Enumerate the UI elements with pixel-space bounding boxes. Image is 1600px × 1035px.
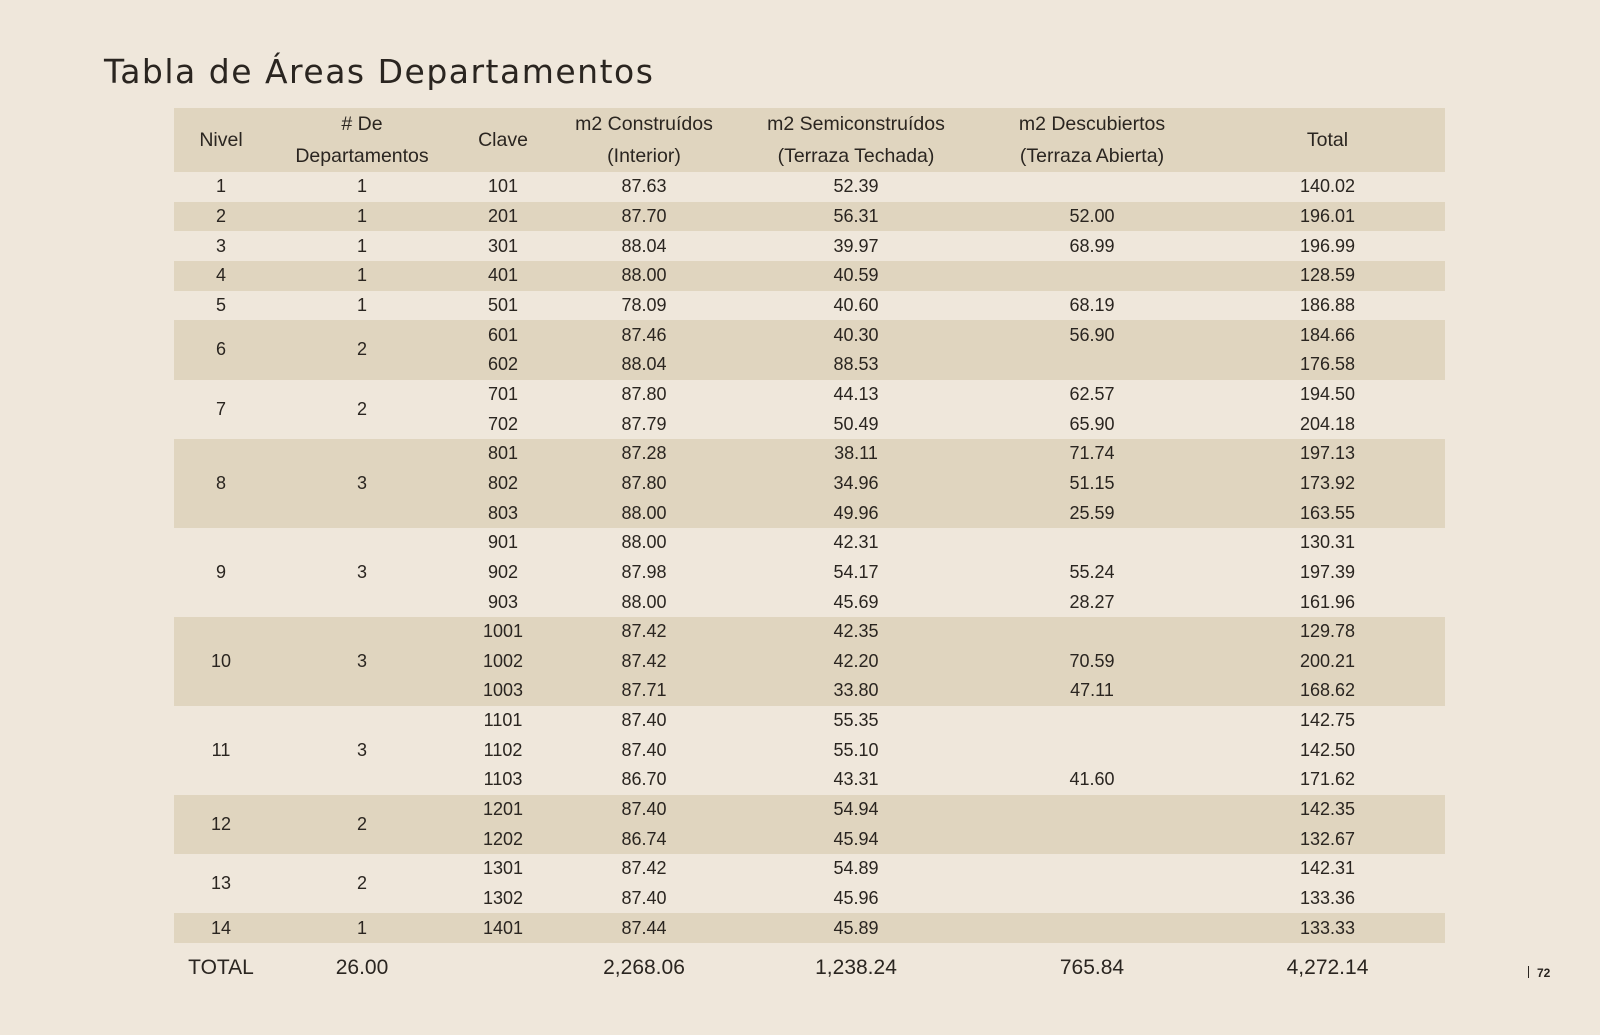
table-row [174, 913, 1445, 943]
table-row [174, 320, 1445, 350]
m2-construidos-cell: 87.44 [550, 913, 738, 943]
m2-semiconstruidos-cell: 54.17 [833, 561, 879, 582]
total-cell: 196.99 [1299, 235, 1356, 256]
m2-semiconstruidos-cell: 42.20 [738, 647, 974, 677]
m2-semiconstruidos-cell: 45.94 [738, 824, 974, 854]
clave-cell: 301 [487, 235, 519, 256]
table-row [174, 617, 1445, 647]
total-cell: 140.02 [1299, 176, 1356, 197]
m2-construidos-cell: 87.63 [621, 176, 667, 197]
clave-cell: 801 [456, 439, 550, 469]
m2-descubiertos-cell: 51.15 [974, 469, 1210, 499]
m2-descubiertos-cell [974, 735, 1210, 765]
m2-descubiertos-cell: 55.24 [1069, 561, 1115, 582]
clave-cell: 1301 [482, 858, 524, 879]
total-total-cell: 4,272.14 [1286, 956, 1369, 980]
departamentos-cell: 1 [268, 202, 456, 232]
column-header-departamentos [268, 108, 456, 172]
m2-semiconstruidos-cell: 54.94 [738, 795, 974, 825]
nivel-cell: 11 [211, 739, 231, 760]
m2-construidos-cell: 87.71 [550, 676, 738, 706]
total-cell: 142.75 [1299, 710, 1356, 731]
nivel-cell: 7 [215, 398, 226, 419]
m2-semiconstruidos-cell: 33.80 [738, 676, 974, 706]
m2-semiconstruidos-cell: 40.60 [833, 294, 879, 315]
m2-descubiertos-cell [974, 824, 1210, 854]
m2-semiconstruidos-cell: 45.89 [738, 913, 974, 943]
page-title: Tabla de Áreas Departamentos [104, 52, 655, 91]
nivel-cell: 9 [215, 561, 226, 582]
m2-semiconstruidos-cell: 38.11 [738, 439, 974, 469]
m2-descubiertos-cell: 41.60 [1069, 769, 1115, 790]
nivel-cell: 2 [174, 202, 268, 232]
m2-descubiertos-cell: 28.27 [1069, 591, 1115, 612]
column-header-m2-construidos [550, 108, 738, 172]
total-cell: 142.50 [1299, 739, 1356, 760]
column-header-line: m2 Construídos [575, 113, 713, 135]
m2-descubiertos-cell: 56.90 [974, 320, 1210, 350]
column-header-line: Nivel [199, 129, 243, 151]
clave-cell: 201 [456, 202, 550, 232]
clave-cell: 1003 [456, 676, 550, 706]
departamentos-cell: 1 [268, 261, 456, 291]
m2-semiconstruidos-cell: 52.39 [833, 176, 879, 197]
total-cell: 130.31 [1299, 532, 1356, 553]
m2-descubiertos-cell: 68.99 [1069, 235, 1115, 256]
m2-descubiertos-cell [974, 350, 1210, 380]
column-header-m2-descubiertos [974, 108, 1210, 172]
total-cell: 196.01 [1210, 202, 1445, 232]
m2-construidos-cell: 87.40 [621, 888, 667, 909]
total-cell: 163.55 [1210, 498, 1445, 528]
total-cell: 128.59 [1210, 261, 1445, 291]
departamentos-cell: 1 [356, 176, 367, 197]
page-number [1528, 966, 1550, 980]
clave-cell: 803 [456, 498, 550, 528]
m2-construidos-cell: 87.42 [621, 858, 667, 879]
m2-construidos-cell: 87.42 [550, 617, 738, 647]
column-header-line: Total [1306, 129, 1349, 151]
m2-descubiertos-cell [974, 172, 1210, 202]
total-cell: 133.36 [1299, 888, 1356, 909]
table-row [174, 854, 1445, 884]
m2-semiconstruidos-cell: 40.30 [738, 320, 974, 350]
page-number-label: 72 [1537, 966, 1551, 980]
m2-descubiertos-cell [974, 706, 1210, 736]
clave-cell: 1101 [483, 710, 523, 731]
clave-cell: 902 [487, 561, 519, 582]
total-departamentos-cell: 26.00 [335, 956, 389, 980]
table-row [174, 291, 1445, 321]
m2-construidos-cell: 87.40 [550, 795, 738, 825]
m2-semiconstruidos-cell: 50.49 [833, 413, 879, 434]
column-header-line: (Terraza Techada) [777, 145, 935, 167]
departamentos-cell: 2 [268, 795, 456, 854]
nivel-cell: 8 [174, 439, 268, 528]
nivel-cell: 10 [174, 617, 268, 706]
total-m2-semiconstruidos-cell: 1,238.24 [815, 956, 897, 980]
clave-cell: 802 [456, 469, 550, 499]
total-cell: 133.33 [1210, 913, 1445, 943]
column-header-nivel [174, 108, 268, 172]
m2-semiconstruidos-cell: 39.97 [833, 235, 879, 256]
table-row [174, 172, 1445, 202]
m2-construidos-cell: 88.00 [550, 498, 738, 528]
m2-construidos-cell: 87.28 [550, 439, 738, 469]
m2-descubiertos-cell: 62.57 [1069, 383, 1115, 404]
clave-cell: 1103 [483, 769, 523, 790]
nivel-cell: 5 [215, 294, 226, 315]
clave-cell: 702 [487, 413, 519, 434]
departamentos-cell: 1 [356, 294, 367, 315]
m2-descubiertos-cell: 65.90 [1069, 413, 1115, 434]
table-row [174, 231, 1445, 261]
m2-construidos-cell: 78.09 [621, 294, 667, 315]
nivel-cell: 13 [210, 873, 232, 894]
column-header-line: Departamentos [295, 145, 429, 167]
m2-construidos-cell: 87.40 [621, 710, 667, 731]
m2-semiconstruidos-cell: 55.10 [833, 739, 879, 760]
header-row [174, 108, 1445, 172]
clave-cell: 1401 [456, 913, 550, 943]
table-row [174, 795, 1445, 825]
departamentos-cell: 3 [356, 561, 367, 582]
m2-descubiertos-cell: 52.00 [974, 202, 1210, 232]
m2-descubiertos-cell [974, 795, 1210, 825]
total-cell: 176.58 [1210, 350, 1445, 380]
m2-semiconstruidos-cell: 42.31 [833, 532, 879, 553]
m2-construidos-cell: 88.00 [621, 532, 667, 553]
clave-cell: 1001 [456, 617, 550, 647]
nivel-cell: 6 [174, 320, 268, 379]
nivel-cell: 12 [174, 795, 268, 854]
total-cell: 197.13 [1210, 439, 1445, 469]
nivel-cell: 3 [215, 235, 226, 256]
clave-cell: 1102 [483, 739, 523, 760]
m2-construidos-cell: 87.80 [550, 469, 738, 499]
total-clave-cell [456, 943, 550, 993]
total-cell: 142.35 [1210, 795, 1445, 825]
totals-row [174, 943, 1445, 993]
total-cell: 200.21 [1210, 647, 1445, 677]
clave-cell: 1002 [456, 647, 550, 677]
m2-descubiertos-cell: 68.19 [1069, 294, 1115, 315]
departamentos-cell: 2 [356, 398, 367, 419]
table-header [174, 108, 1445, 172]
departamentos-cell: 2 [268, 320, 456, 379]
table-row [174, 439, 1445, 469]
m2-descubiertos-cell [974, 854, 1210, 884]
m2-semiconstruidos-cell: 34.96 [738, 469, 974, 499]
m2-construidos-cell: 87.79 [621, 413, 667, 434]
nivel-cell: 4 [174, 261, 268, 291]
m2-descubiertos-cell [974, 913, 1210, 943]
m2-construidos-cell: 88.00 [550, 261, 738, 291]
column-header-line: (Interior) [607, 145, 681, 167]
column-header-line: Clave [478, 129, 528, 151]
table-footer [174, 943, 1445, 993]
column-header-total [1210, 108, 1445, 172]
m2-descubiertos-cell: 71.74 [974, 439, 1210, 469]
m2-descubiertos-cell [974, 261, 1210, 291]
departamentos-cell: 3 [268, 617, 456, 706]
total-cell: 142.31 [1299, 858, 1356, 879]
m2-construidos-cell: 87.80 [621, 383, 667, 404]
total-cell: 184.66 [1210, 320, 1445, 350]
total-cell: 129.78 [1210, 617, 1445, 647]
clave-cell: 601 [456, 320, 550, 350]
total-cell: 168.62 [1210, 676, 1445, 706]
departamentos-cell: 1 [268, 913, 456, 943]
clave-cell: 401 [456, 261, 550, 291]
m2-descubiertos-cell [974, 884, 1210, 914]
column-header-clave [456, 108, 550, 172]
total-cell: 161.96 [1299, 591, 1356, 612]
m2-semiconstruidos-cell: 56.31 [738, 202, 974, 232]
total-cell: 132.67 [1210, 824, 1445, 854]
page-number-divider [1528, 966, 1529, 978]
table-row [174, 528, 1445, 558]
table-row [174, 706, 1445, 736]
table-row [174, 380, 1445, 410]
m2-construidos-cell: 86.70 [621, 769, 667, 790]
total-cell: 186.88 [1299, 294, 1356, 315]
m2-construidos-cell: 86.74 [550, 824, 738, 854]
m2-construidos-cell: 88.00 [621, 591, 667, 612]
clave-cell: 101 [487, 176, 519, 197]
column-header-m2-semiconstruidos [738, 108, 974, 172]
clave-cell: 1302 [482, 888, 524, 909]
total-m2-construidos-cell: 2,268.06 [603, 956, 685, 980]
clave-cell: 901 [487, 532, 519, 553]
m2-semiconstruidos-cell: 49.96 [738, 498, 974, 528]
column-header-line: m2 Descubiertos [1018, 113, 1166, 135]
m2-descubiertos-cell: 25.59 [974, 498, 1210, 528]
areas-table [174, 108, 1445, 993]
m2-semiconstruidos-cell: 43.31 [833, 769, 879, 790]
clave-cell: 1201 [456, 795, 550, 825]
departamentos-cell: 2 [356, 873, 367, 894]
m2-construidos-cell: 87.42 [550, 647, 738, 677]
m2-semiconstruidos-cell: 45.69 [833, 591, 879, 612]
clave-cell: 701 [487, 383, 519, 404]
table-row [174, 261, 1445, 291]
clave-cell: 1202 [456, 824, 550, 854]
total-cell: 204.18 [1299, 413, 1356, 434]
m2-semiconstruidos-cell: 54.89 [833, 858, 879, 879]
m2-semiconstruidos-cell: 40.59 [738, 261, 974, 291]
total-nivel-cell: TOTAL [188, 956, 254, 980]
m2-semiconstruidos-cell: 42.35 [738, 617, 974, 647]
m2-construidos-cell: 88.04 [550, 350, 738, 380]
m2-semiconstruidos-cell: 55.35 [833, 710, 879, 731]
clave-cell: 501 [487, 294, 519, 315]
m2-construidos-cell: 88.04 [621, 235, 667, 256]
table-row [174, 202, 1445, 232]
m2-descubiertos-cell [974, 528, 1210, 558]
m2-descubiertos-cell [974, 617, 1210, 647]
clave-cell: 903 [487, 591, 519, 612]
m2-construidos-cell: 87.40 [621, 739, 667, 760]
m2-semiconstruidos-cell: 88.53 [738, 350, 974, 380]
total-cell: 197.39 [1299, 561, 1356, 582]
departamentos-cell: 3 [268, 439, 456, 528]
table-body [174, 172, 1445, 943]
clave-cell: 602 [456, 350, 550, 380]
nivel-cell: 14 [174, 913, 268, 943]
m2-construidos-cell: 87.46 [550, 320, 738, 350]
departamentos-cell: 1 [356, 235, 367, 256]
m2-semiconstruidos-cell: 44.13 [833, 383, 879, 404]
m2-descubiertos-cell: 47.11 [974, 676, 1210, 706]
total-m2-descubiertos-cell: 765.84 [1059, 956, 1125, 980]
m2-construidos-cell: 87.98 [621, 561, 667, 582]
nivel-cell: 1 [215, 176, 226, 197]
column-header-line: (Terraza Abierta) [1019, 145, 1165, 167]
column-header-line: # De [341, 113, 383, 135]
m2-semiconstruidos-cell: 45.96 [833, 888, 879, 909]
column-header-line: m2 Semiconstruídos [767, 113, 945, 135]
total-cell: 194.50 [1299, 383, 1356, 404]
m2-descubiertos-cell: 70.59 [974, 647, 1210, 677]
m2-construidos-cell: 87.70 [550, 202, 738, 232]
total-cell: 171.62 [1299, 769, 1356, 790]
departamentos-cell: 3 [356, 739, 367, 760]
total-cell: 173.92 [1210, 469, 1445, 499]
